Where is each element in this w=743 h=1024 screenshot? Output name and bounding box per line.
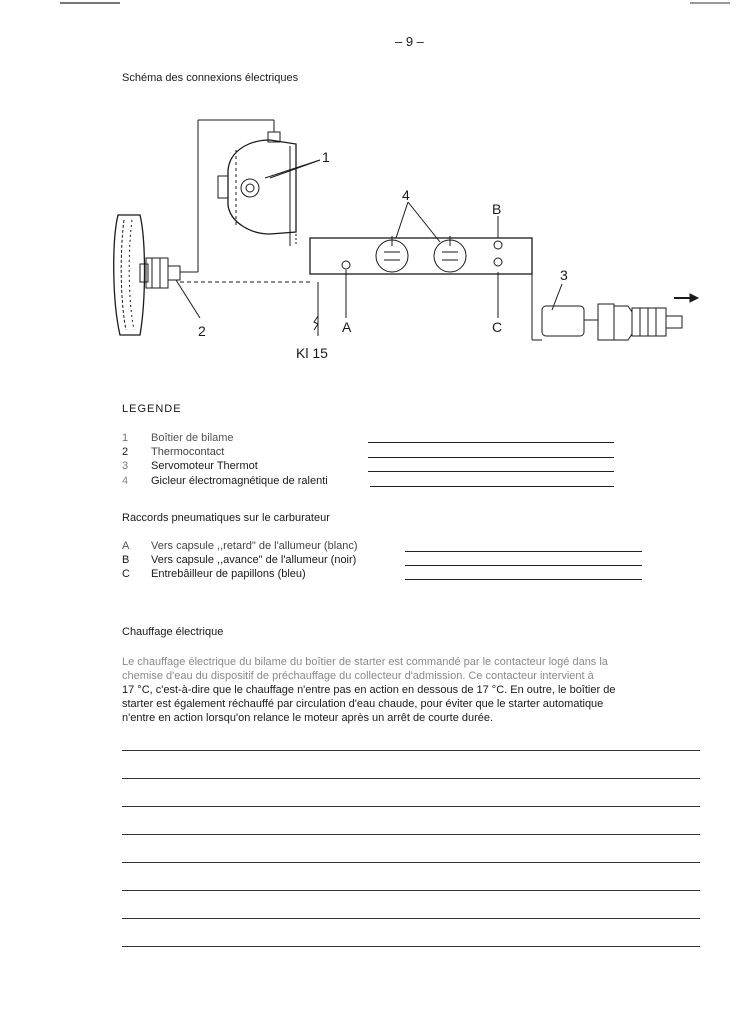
paragraph-line: n'entre en action lorsqu'on relance le moteur après un arrêt de courte durée. [122,712,494,724]
callout-kl15: Kl 15 [296,345,328,361]
paragraph-line: chemise d'eau du dispositif de préchauffage du collecteur d'admission. Ce contacteur intervient à [122,670,594,682]
pneumatic-write-line [405,579,642,580]
chauffage-paragraph [122,655,702,725]
coolant-housing [114,215,180,335]
page-title: Schéma des connexions électriques [122,72,299,84]
pneumatic-label: Vers capsule ,,avance" de l'allumeur (noir) [151,554,357,566]
wiring-diagram [0,100,743,380]
legend-heading: LEGENDE [122,403,182,415]
callout-c: C [492,319,503,335]
legend-write-line [368,457,614,458]
writing-line [122,834,700,862]
pneumatic-letter: C [122,568,130,580]
writing-line [122,946,700,974]
writing-line [122,778,700,806]
pneumatic-write-line [405,551,642,552]
paragraph-line: starter est également réchauffé par circulation d'eau chaude, pour éviter que le starter automatique [122,698,604,710]
legend-label: Servomoteur Thermot [151,460,258,472]
legend-number: 1 [122,432,129,444]
legend-label: Gicleur électromagnétique de ralenti [151,475,328,487]
pneumatic-label: Vers capsule ,,retard" de l'allumeur (blanc) [151,540,358,552]
callout-3: 3 [560,267,568,283]
paragraph-line: 17 °C, c'est-à-dire que le chauffage n'entre pas en action en dessous de 17 °C. En outre, le boîtier de [122,684,616,696]
paragraph-line: Le chauffage électrique du bilame du boîtier de starter est commandé par le contacteur logé dans la [122,656,608,668]
writing-line [122,806,700,834]
legend-label: Boîtier de bilame [151,432,234,444]
callout-b: B [492,201,502,217]
legend-number: 2 [122,446,129,458]
pneumatic-write-line [405,565,642,566]
writing-line [122,750,700,778]
legend-write-line [370,486,614,487]
writing-line [122,862,700,890]
scan-smudge [60,2,120,4]
writing-line [122,918,700,946]
page-number: – 9 – [395,34,424,49]
writing-lines [122,750,700,974]
callout-1: 1 [322,149,330,165]
scan-smudge [690,2,730,4]
legend-number: 4 [122,475,129,487]
pneumatic-heading: Raccords pneumatiques sur le carburateur [122,512,330,524]
callout-2: 2 [198,323,206,339]
writing-line [122,890,700,918]
callout-a: A [342,319,352,335]
legend-write-line [368,471,614,472]
pneumatic-label: Entrebâilleur de papillons (bleu) [151,568,306,580]
legend-label: Thermocontact [151,446,225,458]
bilame-housing [218,128,320,246]
pneumatic-letter: B [122,554,130,566]
chauffage-heading: Chauffage électrique [122,626,224,638]
callout-4: 4 [402,187,410,203]
legend-write-line [368,442,614,443]
leader-lines [176,160,562,330]
pneumatic-letter: A [122,540,130,552]
servomoteur-thermot [542,294,698,340]
legend-number: 3 [122,460,129,472]
